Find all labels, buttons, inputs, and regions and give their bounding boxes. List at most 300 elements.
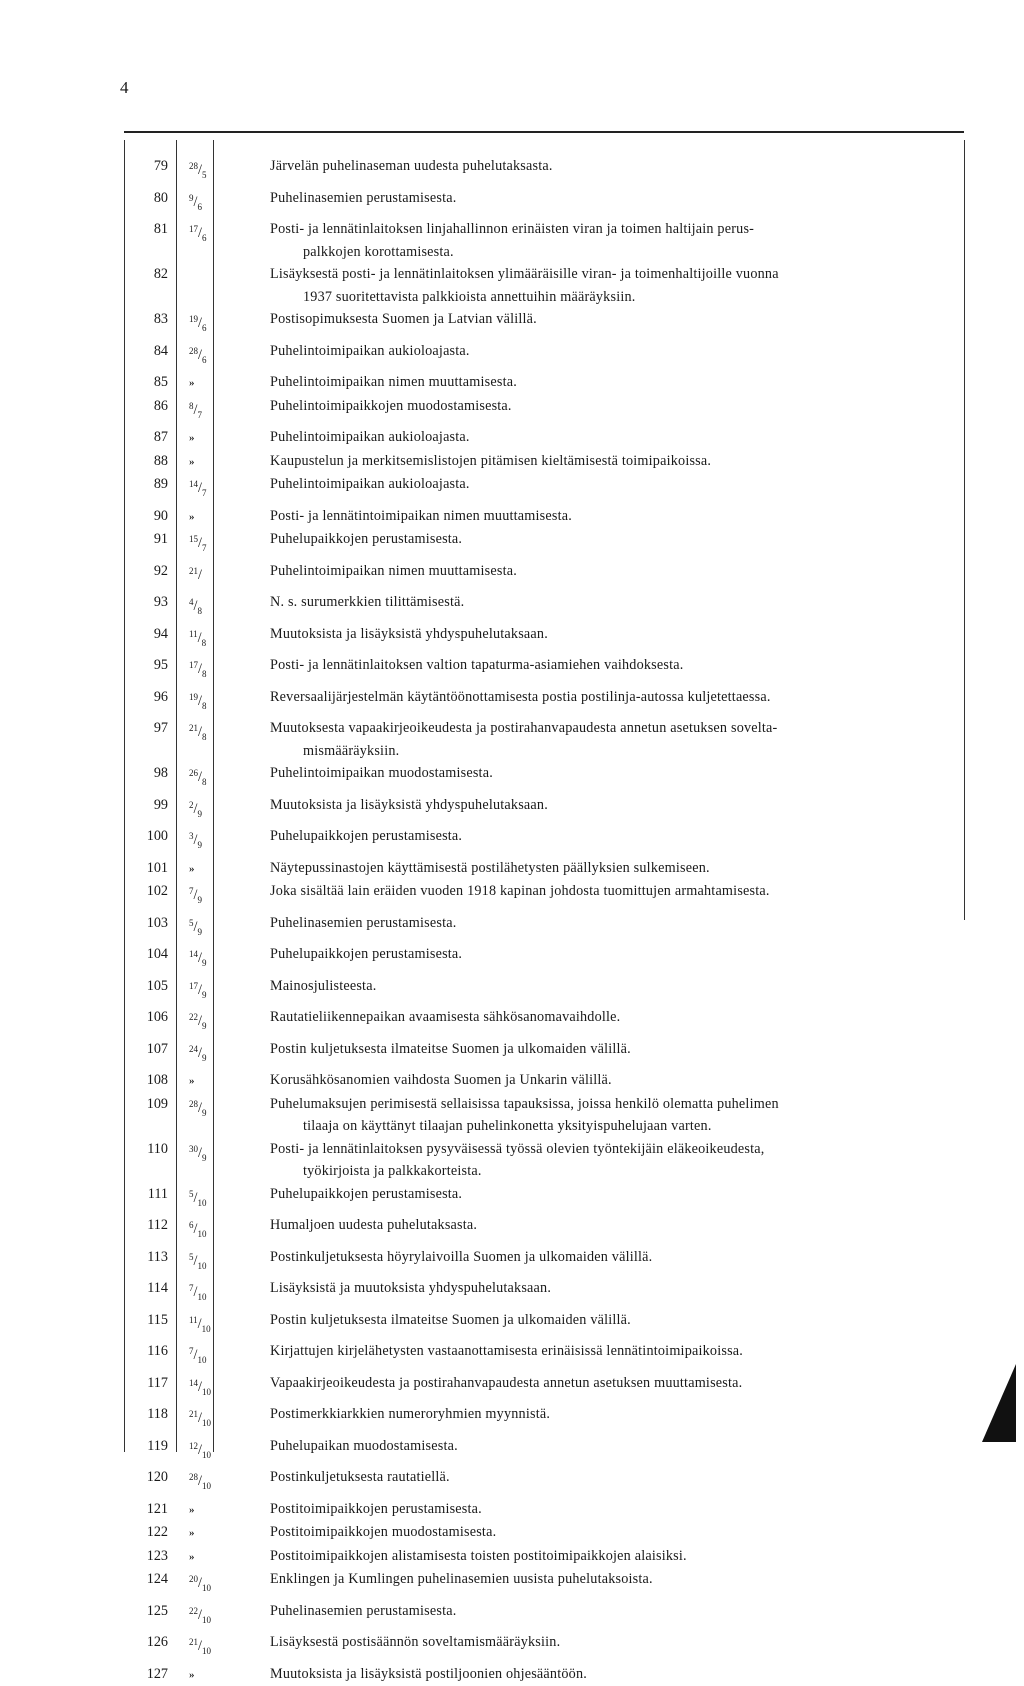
entry-number: 106 (124, 1006, 177, 1038)
date-month: 8 (197, 606, 202, 616)
date-day: 24 (189, 1044, 198, 1054)
ditto-mark: » (189, 1504, 195, 1516)
date-slash: / (198, 724, 202, 740)
entry-title-line: Puhelupaikkojen perustamisesta. (270, 1186, 462, 1202)
entry-number: 96 (124, 686, 177, 718)
ledger-row (124, 1038, 969, 1070)
ledger-row (124, 623, 969, 655)
ledger-row (124, 794, 969, 826)
ledger-row (124, 1498, 969, 1522)
date-day: 22 (189, 1012, 198, 1022)
date-month: 9 (202, 1021, 207, 1031)
date-month: 9 (202, 990, 207, 1000)
date-day: 11 (189, 629, 198, 639)
date-month: 10 (202, 1324, 211, 1334)
circular-ledger (124, 155, 969, 1686)
date-day: 26 (189, 768, 198, 778)
entry-title (215, 1038, 969, 1070)
entry-title (215, 1435, 969, 1467)
entry-title (215, 943, 969, 975)
entry-title-line: Posti- ja lennätinlaitoksen pysyväisessä työssä olevien työntekijäin eläkeoikeudesta, (270, 1141, 765, 1157)
top-rule (124, 131, 964, 133)
entry-number: 89 (124, 473, 177, 505)
date-slash: / (194, 1347, 198, 1363)
entry-title-continuation: 1937 suoritettavista palkkioista annettuihin määräyksiin. (270, 286, 969, 309)
entry-date (177, 1521, 215, 1545)
entry-title-line: Kirjattujen kirjelähetysten vastaanottamisesta erinäisissä lennätintoimipaikoissa. (270, 1343, 743, 1359)
date-month: 8 (202, 777, 207, 787)
entry-number: 117 (124, 1372, 177, 1404)
entry-title (215, 717, 969, 762)
entry-number: 100 (124, 825, 177, 857)
ditto-mark: » (189, 1527, 195, 1539)
date-day: 12 (189, 1441, 198, 1451)
entry-number: 107 (124, 1038, 177, 1070)
entry-date (177, 1435, 215, 1467)
date-day: 5 (189, 1252, 194, 1262)
entry-title-line: Postinkuljetuksesta rautatiellä. (270, 1469, 450, 1485)
ledger-row (124, 762, 969, 794)
entry-title-continuation: työkirjoista ja palkkakorteista. (270, 1160, 969, 1183)
date-month: 10 (202, 1418, 211, 1428)
date-day: 4 (189, 597, 194, 607)
date-month: 9 (202, 958, 207, 968)
entry-title (215, 1466, 969, 1498)
date-slash: / (198, 693, 202, 709)
entry-title-line: Postin kuljetuksesta ilmateitse Suomen ja ulkomaiden välillä. (270, 1041, 631, 1057)
date-day: 5 (189, 918, 194, 928)
ledger-row (124, 943, 969, 975)
date-month: 8 (202, 669, 207, 679)
entry-date (177, 473, 215, 505)
entry-number: 113 (124, 1246, 177, 1278)
ledger-row (124, 218, 969, 263)
ditto-mark: » (189, 863, 195, 875)
date-day: 22 (189, 1606, 198, 1616)
entry-title-line: Puhelintoimipaikkojen muodostamisesta. (270, 398, 512, 414)
entry-title-line: Enklingen ja Kumlingen puhelinasemien uusista puhelutaksoista. (270, 1571, 653, 1587)
entry-number: 126 (124, 1631, 177, 1663)
date-day: 17 (189, 660, 198, 670)
entry-title-line: Puhelumaksujen perimisestä sellaisissa tapauksissa, joissa henkilö olematta puhelimen (270, 1096, 779, 1112)
date-slash: / (194, 1284, 198, 1300)
ledger-row (124, 187, 969, 219)
entry-title (215, 1521, 969, 1545)
date-slash: / (194, 1253, 198, 1269)
entry-number: 97 (124, 717, 177, 762)
entry-title-line: Postimerkkiarkkien numeroryhmien myynnistä. (270, 1406, 550, 1422)
entry-date (177, 1600, 215, 1632)
entry-number: 85 (124, 371, 177, 395)
date-slash: / (198, 162, 202, 178)
date-month: 9 (197, 927, 202, 937)
entry-number: 86 (124, 395, 177, 427)
entry-title-line: Puhelinasemien perustamisesta. (270, 190, 456, 206)
entry-title (215, 395, 969, 427)
date-month: 6 (197, 202, 202, 212)
entry-title (215, 1309, 969, 1341)
entry-number: 88 (124, 450, 177, 474)
entry-title (215, 1183, 969, 1215)
entry-title-line: Puhelinasemien perustamisesta. (270, 915, 456, 931)
entry-title-line: Puhelintoimipaikan aukioloajasta. (270, 476, 470, 492)
date-slash: / (194, 919, 198, 935)
date-month: 5 (202, 170, 207, 180)
entry-number: 125 (124, 1600, 177, 1632)
date-day: 19 (189, 692, 198, 702)
entry-title-line: Vapaakirjeoikeudesta ja postirahanvapaudesta annetun asetuksen muuttamisesta. (270, 1375, 742, 1391)
date-slash: / (198, 769, 202, 785)
date-slash: / (198, 347, 202, 363)
date-slash: / (198, 315, 202, 331)
entry-title-line: N. s. surumerkkien tilittämisestä. (270, 594, 464, 610)
entry-date (177, 1545, 215, 1569)
ledger-row (124, 505, 969, 529)
entry-number: 80 (124, 187, 177, 219)
entry-title-line: Rautatieliikennepaikan avaamisesta sähkösanomavaihdolle. (270, 1009, 620, 1025)
entry-title-line: Puhelintoimipaikan aukioloajasta. (270, 429, 470, 445)
entry-title-line: Puhelintoimipaikan aukioloajasta. (270, 343, 470, 359)
entry-number: 84 (124, 340, 177, 372)
entry-date (177, 857, 215, 881)
entry-date (177, 1069, 215, 1093)
entry-date (177, 1340, 215, 1372)
date-slash: / (198, 480, 202, 496)
entry-title-line: Posti- ja lennätintoimipaikan nimen muuttamisesta. (270, 508, 572, 524)
date-slash: / (198, 535, 202, 551)
entry-title-continuation: tilaaja on käyttänyt tilaajan puhelinkonetta yksityispuhelujaan varten. (270, 1115, 969, 1138)
entry-title (215, 1631, 969, 1663)
date-month: 10 (202, 1450, 211, 1460)
date-slash: / (194, 887, 198, 903)
date-slash: / (194, 832, 198, 848)
entry-number: 82 (124, 263, 177, 308)
ledger-row (124, 912, 969, 944)
entry-number: 102 (124, 880, 177, 912)
entry-date (177, 717, 215, 762)
entry-date (177, 975, 215, 1007)
date-slash: / (198, 1607, 202, 1623)
ledger-row (124, 880, 969, 912)
entry-title-line: Puhelupaikkojen perustamisesta. (270, 946, 462, 962)
ditto-mark: » (189, 432, 195, 444)
ledger-row (124, 1403, 969, 1435)
date-month: 9 (202, 1108, 207, 1118)
entry-title-line: Lisäyksestä posti- ja lennätinlaitoksen ylimääräisille viran- ja toimenhaltijoille vuonna (270, 266, 779, 282)
entry-date (177, 1138, 215, 1183)
date-slash: / (194, 194, 198, 210)
entry-title (215, 1069, 969, 1093)
date-slash: / (194, 1221, 198, 1237)
entry-title (215, 591, 969, 623)
entry-title-line: Muutoksista ja lisäyksistä yhdyspuhelutaksaan. (270, 797, 548, 813)
entry-date (177, 1309, 215, 1341)
entry-date (177, 1093, 215, 1138)
date-month: 9 (202, 1153, 207, 1163)
entry-number: 116 (124, 1340, 177, 1372)
date-day: 28 (189, 1099, 198, 1109)
entry-title (215, 1403, 969, 1435)
date-month: 9 (197, 809, 202, 819)
entry-title-line: Humaljoen uudesta puhelutaksasta. (270, 1217, 477, 1233)
entry-date (177, 1663, 215, 1686)
entry-title (215, 880, 969, 912)
entry-date (177, 308, 215, 340)
ledger-row (124, 686, 969, 718)
ledger-row (124, 308, 969, 340)
date-slash: / (198, 1410, 202, 1426)
page-number: 4 (120, 78, 129, 98)
entry-date (177, 654, 215, 686)
entry-number: 79 (124, 155, 177, 187)
entry-date (177, 426, 215, 450)
entry-date (177, 395, 215, 427)
entry-date (177, 1403, 215, 1435)
ditto-mark: » (189, 377, 195, 389)
entry-title (215, 426, 969, 450)
ledger-row (124, 1521, 969, 1545)
entry-title (215, 263, 969, 308)
date-day: 2 (189, 800, 194, 810)
date-day: 5 (189, 1189, 194, 1199)
entry-date (177, 686, 215, 718)
entry-number: 101 (124, 857, 177, 881)
entry-title-line: Puhelintoimipaikan nimen muuttamisesta. (270, 563, 517, 579)
entry-title-continuation: mismääräyksiin. (270, 740, 969, 763)
date-day: 9 (189, 193, 194, 203)
date-slash: / (194, 598, 198, 614)
ledger-row (124, 426, 969, 450)
entry-number: 87 (124, 426, 177, 450)
entry-number: 103 (124, 912, 177, 944)
entry-title-line: Puhelinasemien perustamisesta. (270, 1603, 456, 1619)
date-month: 6 (202, 355, 207, 365)
entry-title (215, 1093, 969, 1138)
entry-title (215, 1246, 969, 1278)
ledger-row (124, 1309, 969, 1341)
entry-number: 95 (124, 654, 177, 686)
entry-title-line: Järvelän puhelinaseman uudesta puhelutaksasta. (270, 158, 553, 174)
entry-date (177, 1006, 215, 1038)
ledger-row (124, 717, 969, 762)
entry-title (215, 505, 969, 529)
entry-number: 108 (124, 1069, 177, 1093)
date-day: 28 (189, 161, 198, 171)
date-slash: / (198, 1100, 202, 1116)
date-month: 10 (202, 1615, 211, 1625)
entry-title (215, 794, 969, 826)
date-day: 6 (189, 1220, 194, 1230)
entry-number: 121 (124, 1498, 177, 1522)
entry-title (215, 912, 969, 944)
ledger-row (124, 560, 969, 592)
date-day: 11 (189, 1315, 198, 1325)
entry-number: 105 (124, 975, 177, 1007)
date-month: 9 (197, 840, 202, 850)
date-slash: / (198, 225, 202, 241)
date-slash: / (198, 1379, 202, 1395)
entry-title-line: Postitoimipaikkojen alistamisesta toisten postitoimipaikkojen alaisiksi. (270, 1548, 687, 1564)
ledger-row (124, 825, 969, 857)
entry-number: 81 (124, 218, 177, 263)
entry-title (215, 1340, 969, 1372)
entry-title (215, 857, 969, 881)
entry-date (177, 591, 215, 623)
entry-title (215, 473, 969, 505)
date-month: 8 (202, 732, 207, 742)
entry-date (177, 1372, 215, 1404)
ledger-row (124, 473, 969, 505)
entry-date (177, 263, 215, 308)
entry-title-line: Posti- ja lennätinlaitoksen valtion tapaturma-asiamiehen vaihdoksesta. (270, 657, 684, 673)
entry-title-line: Puhelupaikan muodostamisesta. (270, 1438, 458, 1454)
entry-number: 91 (124, 528, 177, 560)
entry-number: 98 (124, 762, 177, 794)
date-slash: / (198, 982, 202, 998)
entry-title-line: Postin kuljetuksesta ilmateitse Suomen ja ulkomaiden välillä. (270, 1312, 631, 1328)
date-day: 17 (189, 224, 198, 234)
date-day: 21 (189, 723, 198, 733)
date-slash: / (198, 1145, 202, 1161)
entry-title-line: Puhelupaikkojen perustamisesta. (270, 531, 462, 547)
date-day: 7 (189, 886, 194, 896)
entry-title (215, 1138, 969, 1183)
entry-title (215, 218, 969, 263)
ledger-row (124, 1466, 969, 1498)
entry-date (177, 560, 215, 592)
date-day: 19 (189, 314, 198, 324)
entry-date (177, 187, 215, 219)
entry-number: 104 (124, 943, 177, 975)
date-month: 7 (202, 488, 207, 498)
entry-date (177, 450, 215, 474)
entry-title-line: Postisopimuksesta Suomen ja Latvian välillä. (270, 311, 537, 327)
entry-title (215, 1545, 969, 1569)
date-month: 8 (202, 638, 207, 648)
date-month: 6 (202, 233, 207, 243)
entry-title-line: Näytepussinastojen käyttämisestä postilähetysten päällyksien sulkemiseen. (270, 860, 710, 876)
entry-number: 92 (124, 560, 177, 592)
ledger-row (124, 340, 969, 372)
entry-title-line: Postinkuljetuksesta höyrylaivoilla Suomen ja ulkomaiden välillä. (270, 1249, 652, 1265)
entry-title-line: Muutoksista ja lisäyksistä postiljoonien ohjesääntöön. (270, 1666, 587, 1682)
date-day: 28 (189, 346, 198, 356)
entry-title-line: Postitoimipaikkojen muodostamisesta. (270, 1524, 496, 1540)
entry-title-line: Korusähkösanomien vaihdosta Suomen ja Unkarin välillä. (270, 1072, 612, 1088)
entry-number: 112 (124, 1214, 177, 1246)
ledger-row (124, 1214, 969, 1246)
entry-title-line: Postitoimipaikkojen perustamisesta. (270, 1501, 482, 1517)
entry-number: 99 (124, 794, 177, 826)
entry-title (215, 1568, 969, 1600)
entry-title (215, 654, 969, 686)
date-month: 10 (202, 1387, 211, 1397)
entry-number: 94 (124, 623, 177, 655)
entry-number: 119 (124, 1435, 177, 1467)
date-day: 21 (189, 1409, 198, 1419)
entry-title-line: Puhelintoimipaikan muodostamisesta. (270, 765, 493, 781)
ledger-row (124, 1568, 969, 1600)
entry-title-line: Reversaalijärjestelmän käytäntöönottamisesta postia postilinja-autossa kuljetettaessa. (270, 689, 771, 705)
date-day: 7 (189, 1346, 194, 1356)
date-month: 9 (197, 895, 202, 905)
entry-date (177, 762, 215, 794)
entry-date (177, 1214, 215, 1246)
ledger-row (124, 1600, 969, 1632)
date-slash: / (194, 1190, 198, 1206)
ledger-row (124, 263, 969, 308)
ledger-row (124, 1663, 969, 1686)
ledger-row (124, 1372, 969, 1404)
ledger-row (124, 1545, 969, 1569)
entry-title (215, 623, 969, 655)
corner-registration-mark (980, 1362, 1018, 1442)
entry-number: 123 (124, 1545, 177, 1569)
date-day: 20 (189, 1574, 198, 1584)
entry-date (177, 943, 215, 975)
date-slash: / (198, 1013, 202, 1029)
ledger-row (124, 975, 969, 1007)
entry-number: 115 (124, 1309, 177, 1341)
entry-date (177, 1466, 215, 1498)
entry-number: 120 (124, 1466, 177, 1498)
entry-title-continuation: palkkojen korottamisesta. (270, 241, 969, 264)
entry-title (215, 686, 969, 718)
date-slash: / (198, 567, 202, 583)
entry-title (215, 528, 969, 560)
entry-title (215, 825, 969, 857)
entry-date (177, 825, 215, 857)
date-slash: / (198, 1316, 202, 1332)
entry-title (215, 1663, 969, 1686)
date-day: 8 (189, 401, 194, 411)
entry-title (215, 450, 969, 474)
date-month: 10 (197, 1292, 206, 1302)
date-slash: / (198, 661, 202, 677)
entry-date (177, 912, 215, 944)
date-day: 14 (189, 1378, 198, 1388)
entry-title (215, 187, 969, 219)
ledger-row (124, 1246, 969, 1278)
date-month: 10 (197, 1229, 206, 1239)
entry-date (177, 218, 215, 263)
ledger-row (124, 1277, 969, 1309)
entry-title (215, 371, 969, 395)
date-day: 14 (189, 949, 198, 959)
entry-date (177, 623, 215, 655)
date-day: 17 (189, 981, 198, 991)
entry-number: 109 (124, 1093, 177, 1138)
entry-date (177, 371, 215, 395)
entry-title (215, 975, 969, 1007)
date-slash: / (198, 1442, 202, 1458)
date-day: 30 (189, 1144, 198, 1154)
entry-number: 127 (124, 1663, 177, 1686)
ledger-row (124, 395, 969, 427)
ditto-mark: » (189, 1669, 195, 1681)
entry-date (177, 1631, 215, 1663)
date-month: 6 (202, 323, 207, 333)
date-day: 14 (189, 479, 198, 489)
date-day: 3 (189, 831, 194, 841)
date-day: 21 (189, 566, 198, 576)
entry-title (215, 155, 969, 187)
date-slash: / (198, 1638, 202, 1654)
entry-title (215, 1372, 969, 1404)
entry-title (215, 762, 969, 794)
ditto-mark: » (189, 1075, 195, 1087)
entry-title-line: Muutoksista ja lisäyksistä yhdyspuhelutaksaan. (270, 626, 548, 642)
